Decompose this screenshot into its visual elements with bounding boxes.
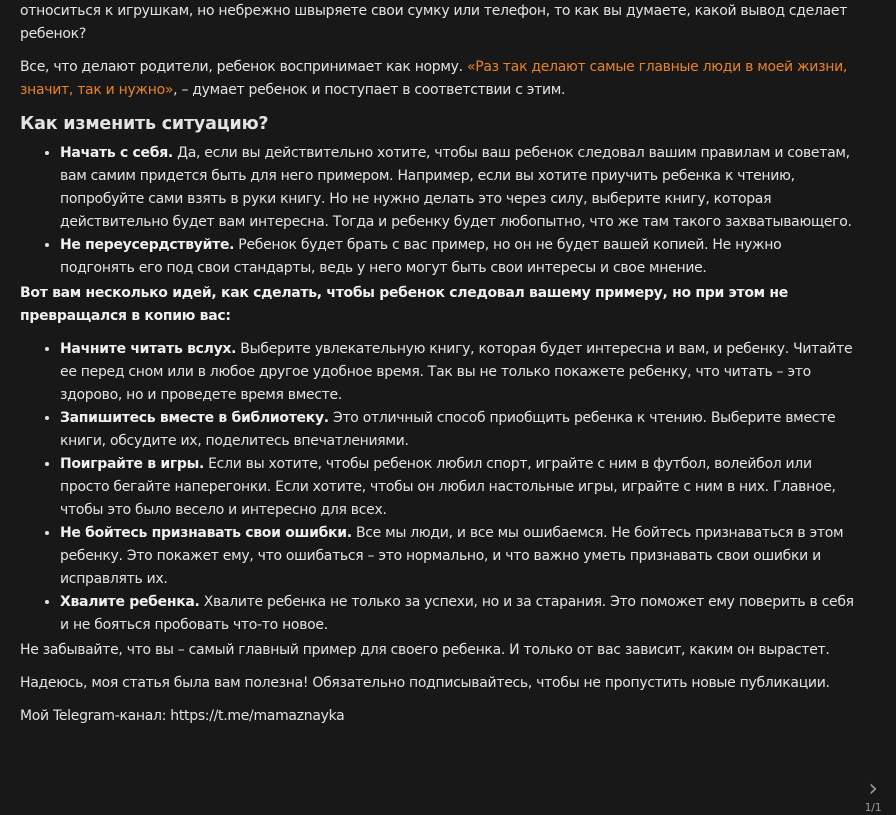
item-title: Не переусердствуйте. <box>60 237 235 253</box>
paragraph <box>20 56 855 102</box>
paragraph: Надеюсь, моя статья была вам полезна! Обязательно подписывайтесь, чтобы не пропустить новые публикации. <box>20 675 830 691</box>
article-body <box>20 0 855 738</box>
bold-text: Вот вам несколько идей, как сделать, чтобы ребенок следовал вашему примеру, но при этом не превращался в копию вас: <box>20 285 788 324</box>
item-title: Поиграйте в игры. <box>60 456 204 472</box>
item-text: Выберите увлекательную книгу, которая будет интересна и вам, и ребенку. Читайте ее перед сном или в любое другое удобное время. Так вы не только покажете ребенку, что читать – это здорово, но и проведете время вместе. <box>60 341 853 403</box>
paragraph: относиться к игрушкам, но небрежно швыряете свои сумку или телефон, то как вы думаете, какой вывод сделает ребенок? <box>20 3 848 42</box>
ideas-intro <box>20 282 855 328</box>
item-text: Это отличный способ приобщить ребенка к чтению. Выберите вместе книги, обсудите их, поделитесь впечатлениями. <box>60 410 836 449</box>
list-item <box>60 407 855 453</box>
list-item <box>60 453 855 522</box>
text: , – думает ребенок и поступает в соответствии с этим. <box>173 82 566 98</box>
item-text: Хвалите ребенка не только за успехи, но и за старания. Это поможет ему поверить в себя и не бояться пробовать что-то новое. <box>60 594 854 633</box>
item-title: Не бойтесь признавать свои ошибки. <box>60 525 352 541</box>
ideas-list <box>20 338 855 637</box>
quote-highlight: «Раз так делают самые главные люди в моей жизни, значит, так и нужно» <box>20 59 848 98</box>
list-item <box>60 142 855 234</box>
list-item <box>60 591 855 637</box>
item-text: Если вы хотите, чтобы ребенок любил спорт, играйте с ним в футбол, волейбол или просто бегайте наперегонки. Если хотите, чтобы он любил настольные игры, играйте с ним в них. Главное, чтобы это было весело и интересно для всех. <box>60 456 836 518</box>
page-counter: 1/1 <box>864 801 882 814</box>
list-item <box>60 234 855 280</box>
telegram-link[interactable]: Мой Telegram-канал: https://t.me/mamaznayka <box>20 708 345 724</box>
item-title: Хвалите ребенка. <box>60 594 200 610</box>
pager <box>858 775 888 815</box>
list-item <box>60 338 855 407</box>
section-heading: Как изменить ситуацию? <box>20 114 269 134</box>
item-title: Начните читать вслух. <box>60 341 237 357</box>
text: Все, что делают родители, ребенок воспринимает как норму. <box>20 59 467 75</box>
item-title: Запишитесь вместе в библиотеку. <box>60 410 329 426</box>
list-item <box>60 522 855 591</box>
item-text: Все мы люди, и все мы ошибаемся. Не бойтесь признаваться в этом ребенку. Это покажет ему, что ошибаться – это нормально, и что важно уметь признавать свои ошибки и исправлять их. <box>60 525 844 587</box>
item-text: Ребенок будет брать с вас пример, но он не будет вашей копией. Не нужно подгонять его под свои стандарты, ведь у него могут быть свои интересы и свое мнение. <box>60 237 782 276</box>
item-text: Да, если вы действительно хотите, чтобы ваш ребенок следовал вашим правилам и советам, вам самим придется быть для него примером. Например, если вы хотите приучить ребенка к чтению, попробуйте сами взять в руки книгу. Но не нужно делать это через силу, выберите книгу, которая действительно будет вам интересна. Тогда и ребенку будет любопытно, что же там такого захватывающего. <box>60 145 852 230</box>
tips-list <box>20 142 855 280</box>
chevron-right-icon[interactable]: › <box>868 774 878 802</box>
item-title: Начать с себя. <box>60 145 173 161</box>
paragraph: Не забывайте, что вы – самый главный пример для своего ребенка. И только от вас зависит, каким он вырастет. <box>20 642 830 658</box>
